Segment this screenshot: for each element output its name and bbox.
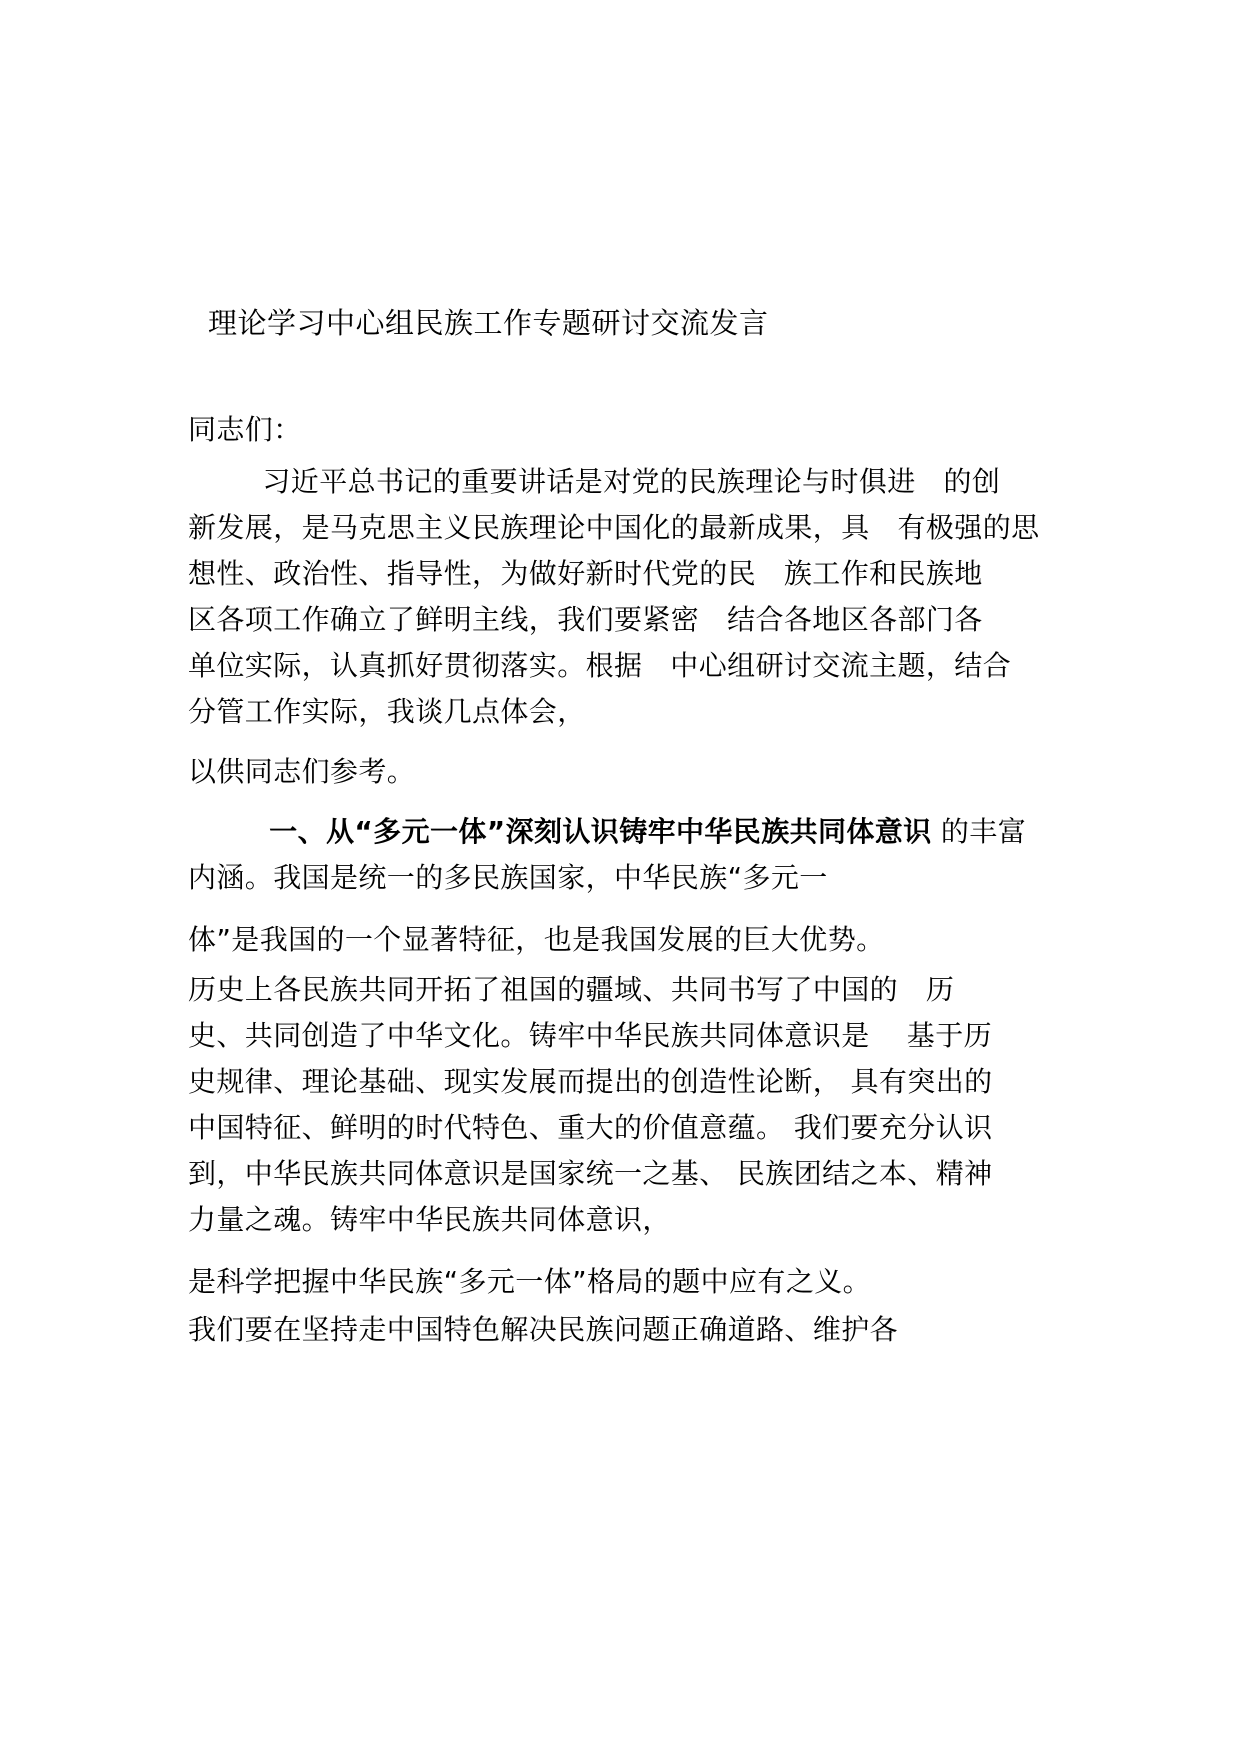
paragraph-line: 以供同志们参考。 [188, 755, 416, 788]
paragraph-line: 分管工作实际，我谈几点体会， [188, 695, 586, 728]
paragraph-line: 中国特征、鲜明的时代特色、重大的价值意蕴。 我们要充分认识 [188, 1111, 993, 1144]
paragraph-line: 到，中华民族共同体意识是国家统一之基、 民族团结之本、精神 [188, 1157, 993, 1190]
paragraph-line: 力量之魂。铸牢中华民族共同体意识， [188, 1203, 671, 1236]
section-heading-rest: 的丰富 [931, 815, 1027, 848]
paragraph-line: 单位实际，认真抓好贯彻落实。根据 中心组研讨交流主题，结合 [188, 649, 1012, 682]
paragraph-line: 史规律、理论基础、现实发展而提出的创造性论断， 具有突出的 [188, 1065, 993, 1098]
document-title: 理论学习中心组民族工作专题研讨交流发言 [208, 306, 769, 340]
paragraph-line: 内涵。我国是统一的多民族国家，中华民族“多元一 [188, 861, 828, 894]
section-heading-bold: 一、从“多元一体”深刻认识铸牢中华民族共同体意识 [188, 815, 932, 848]
paragraph-line: 史、共同创造了中华文化。铸牢中华民族共同体意识是 基于历 [188, 1019, 993, 1052]
paragraph-line: 历史上各民族共同开拓了祖国的疆域、共同书写了中国的 历 [188, 973, 955, 1006]
paragraph-line: 我们要在坚持走中国特色解决民族问题正确道路、维护各 [188, 1313, 899, 1346]
paragraph-line: 习近平总书记的重要讲话是对党的民族理论与时俱进 的创 [188, 465, 1001, 498]
section-heading [188, 814, 1026, 850]
paragraph-line: 是科学把握中华民族“多元一体”格局的题中应有之义。 [188, 1265, 872, 1298]
paragraph-line: 新发展，是马克思主义民族理论中国化的最新成果，具 有极强的思 [188, 511, 1040, 544]
paragraph-line: 区各项工作确立了鲜明主线，我们要紧密 结合各地区各部门各 [188, 603, 983, 636]
paragraph-line: 体”是我国的一个显著特征，也是我国发展的巨大优势。 [188, 923, 885, 956]
salutation: 同志们： [188, 413, 302, 446]
paragraph-line: 想性、政治性、指导性，为做好新时代党的民 族工作和民族地 [188, 557, 983, 590]
